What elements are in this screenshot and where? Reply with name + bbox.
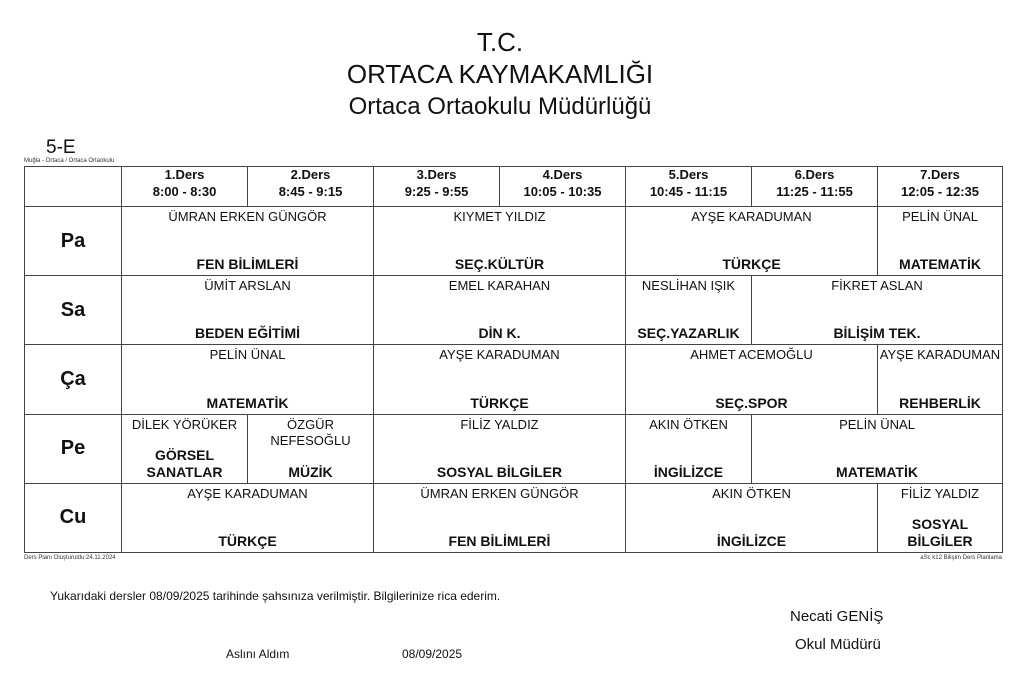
timetable bbox=[24, 166, 1003, 553]
teacher-name: AYŞE KARADUMAN bbox=[439, 347, 560, 363]
teacher-name: PELİN ÜNAL bbox=[902, 209, 978, 225]
header-school: Ortaca Ortaokulu Müdürlüğü bbox=[348, 93, 652, 120]
header-kaymakamlik: ORTACA KAYMAKAMLIĞI bbox=[346, 59, 654, 89]
teacher-name: AHMET ACEMOĞLU bbox=[690, 347, 813, 363]
subject-name: SOSYAL BİLGİLER bbox=[907, 516, 973, 549]
teacher-name: AYŞE KARADUMAN bbox=[691, 209, 812, 225]
teacher-name: NESLİHAN IŞIK bbox=[641, 278, 736, 294]
teacher-name: FİLİZ YALDIZ bbox=[460, 416, 539, 432]
header-tc: T.C. bbox=[476, 27, 524, 57]
signatory-name: Necati GENİŞ bbox=[790, 608, 884, 625]
lesson-cell bbox=[374, 345, 626, 414]
subject-name: SEÇ.YAZARLIK bbox=[637, 325, 740, 342]
lesson-cell bbox=[752, 414, 1003, 483]
subject-name: MATEMATİK bbox=[206, 394, 289, 411]
receipt-label: Aslını Aldım bbox=[226, 647, 290, 661]
lesson-cell bbox=[374, 414, 626, 483]
subject-name: GÖRSEL SANATLAR bbox=[146, 446, 223, 480]
lesson-cell bbox=[248, 414, 374, 483]
day-row-ca bbox=[25, 345, 1003, 414]
lesson-cell bbox=[374, 483, 626, 552]
teacher-name: ÜMİT ARSLAN bbox=[204, 278, 291, 294]
lesson-cell bbox=[122, 414, 248, 483]
lesson-cell bbox=[626, 276, 752, 345]
period-4: 4.Ders 10:05 - 10:35 bbox=[500, 167, 626, 207]
teacher-name: PELİN ÜNAL bbox=[839, 416, 915, 432]
day-row-pe bbox=[25, 414, 1003, 483]
lesson-cell bbox=[878, 483, 1003, 552]
teacher-name: AYŞE KARADUMAN bbox=[187, 485, 308, 501]
day-row-cu bbox=[25, 483, 1003, 552]
subject-name: TÜRKÇE bbox=[722, 256, 781, 273]
class-name: 5-E bbox=[46, 137, 76, 158]
lesson-cell bbox=[626, 207, 878, 276]
subject-name: SEÇ.SPOR bbox=[715, 394, 788, 411]
created-note: Ders Planı Oluşturuldu:24.11.2024 bbox=[24, 555, 116, 561]
delivery-note: Yukarıdaki dersler 08/09/2025 tarihinde şahsınıza verilmiştir. Bilgilerinize rica ederim. bbox=[50, 589, 501, 603]
day-label: Pe bbox=[25, 414, 122, 483]
receipt-date: 08/09/2025 bbox=[402, 647, 463, 661]
lesson-cell bbox=[626, 345, 878, 414]
day-row-sa bbox=[25, 276, 1003, 345]
period-2: 2.Ders 8:45 - 9:15 bbox=[248, 167, 374, 207]
subject-name: DİN K. bbox=[478, 325, 521, 342]
lesson-cell bbox=[122, 207, 374, 276]
location-text: Muğla - Ortaca / Ortaca Ortaokulu bbox=[24, 158, 115, 164]
teacher-name: KIYMET YILDIZ bbox=[453, 209, 546, 225]
day-label: Pa bbox=[25, 207, 122, 276]
teacher-name: ÜMRAN ERKEN GÜNGÖR bbox=[420, 485, 579, 501]
subject-name: BİLİŞİM TEK. bbox=[833, 325, 921, 342]
lesson-cell bbox=[626, 414, 752, 483]
teacher-name: AKIN ÖTKEN bbox=[712, 485, 791, 501]
teacher-name: EMEL KARAHAN bbox=[448, 278, 551, 294]
subject-name: TÜRKÇE bbox=[470, 394, 529, 411]
period-1: 1.Ders 8:00 - 8:30 bbox=[122, 167, 248, 207]
lesson-cell bbox=[626, 483, 878, 552]
teacher-name: ÖZGÜR NEFESOĞLU bbox=[270, 416, 351, 448]
period-6: 6.Ders 11:25 - 11:55 bbox=[752, 167, 878, 207]
lesson-cell bbox=[878, 207, 1003, 276]
teacher-name: ÜMRAN ERKEN GÜNGÖR bbox=[168, 209, 327, 225]
subject-name: MATEMATİK bbox=[836, 463, 918, 480]
subject-name: BEDEN EĞİTİMİ bbox=[194, 325, 300, 342]
software-note: aSc k12 Bilişim Ders Planlama bbox=[920, 555, 1002, 561]
teacher-name: DİLEK YÖRÜKER bbox=[131, 416, 238, 432]
period-3: 3.Ders 9:25 - 9:55 bbox=[374, 167, 500, 207]
subject-name: TÜRKÇE bbox=[218, 533, 277, 549]
teacher-name: AYŞE KARADUMAN bbox=[879, 347, 1001, 363]
period-7: 7.Ders 12:05 - 12:35 bbox=[878, 167, 1003, 207]
teacher-name: AKIN ÖTKEN bbox=[649, 416, 728, 432]
lesson-cell bbox=[122, 276, 374, 345]
day-label: Ça bbox=[25, 345, 122, 414]
subject-name: SOSYAL BİLGİLER bbox=[436, 463, 563, 480]
subject-name: İNGİLİZCE bbox=[653, 463, 724, 480]
lesson-cell bbox=[878, 345, 1003, 414]
period-header-row bbox=[25, 167, 1003, 207]
corner-cell bbox=[25, 167, 122, 207]
signatory-title: Okul Müdürü bbox=[795, 636, 881, 653]
subject-name: SEÇ.KÜLTÜR bbox=[454, 256, 545, 273]
lesson-cell bbox=[752, 276, 1003, 345]
lesson-cell bbox=[122, 345, 374, 414]
lesson-cell bbox=[374, 276, 626, 345]
day-row-pa bbox=[25, 207, 1003, 276]
day-label: Cu bbox=[25, 483, 122, 552]
subject-name: REHBERLİK bbox=[899, 394, 981, 411]
subject-name: MATEMATİK bbox=[899, 256, 981, 273]
lesson-cell bbox=[122, 483, 374, 552]
subject-name: FEN BİLİMLERİ bbox=[448, 533, 551, 549]
subject-name: İNGİLİZCE bbox=[716, 533, 787, 549]
teacher-name: FİLİZ YALDIZ bbox=[900, 485, 980, 501]
subject-name: FEN BİLİMLERİ bbox=[196, 256, 299, 273]
period-5: 5.Ders 10:45 - 11:15 bbox=[626, 167, 752, 207]
subject-name: MÜZİK bbox=[288, 463, 333, 480]
teacher-name: FİKRET ASLAN bbox=[831, 278, 923, 294]
lesson-cell bbox=[374, 207, 626, 276]
teacher-name: PELİN ÜNAL bbox=[209, 347, 286, 363]
day-label: Sa bbox=[25, 276, 122, 345]
